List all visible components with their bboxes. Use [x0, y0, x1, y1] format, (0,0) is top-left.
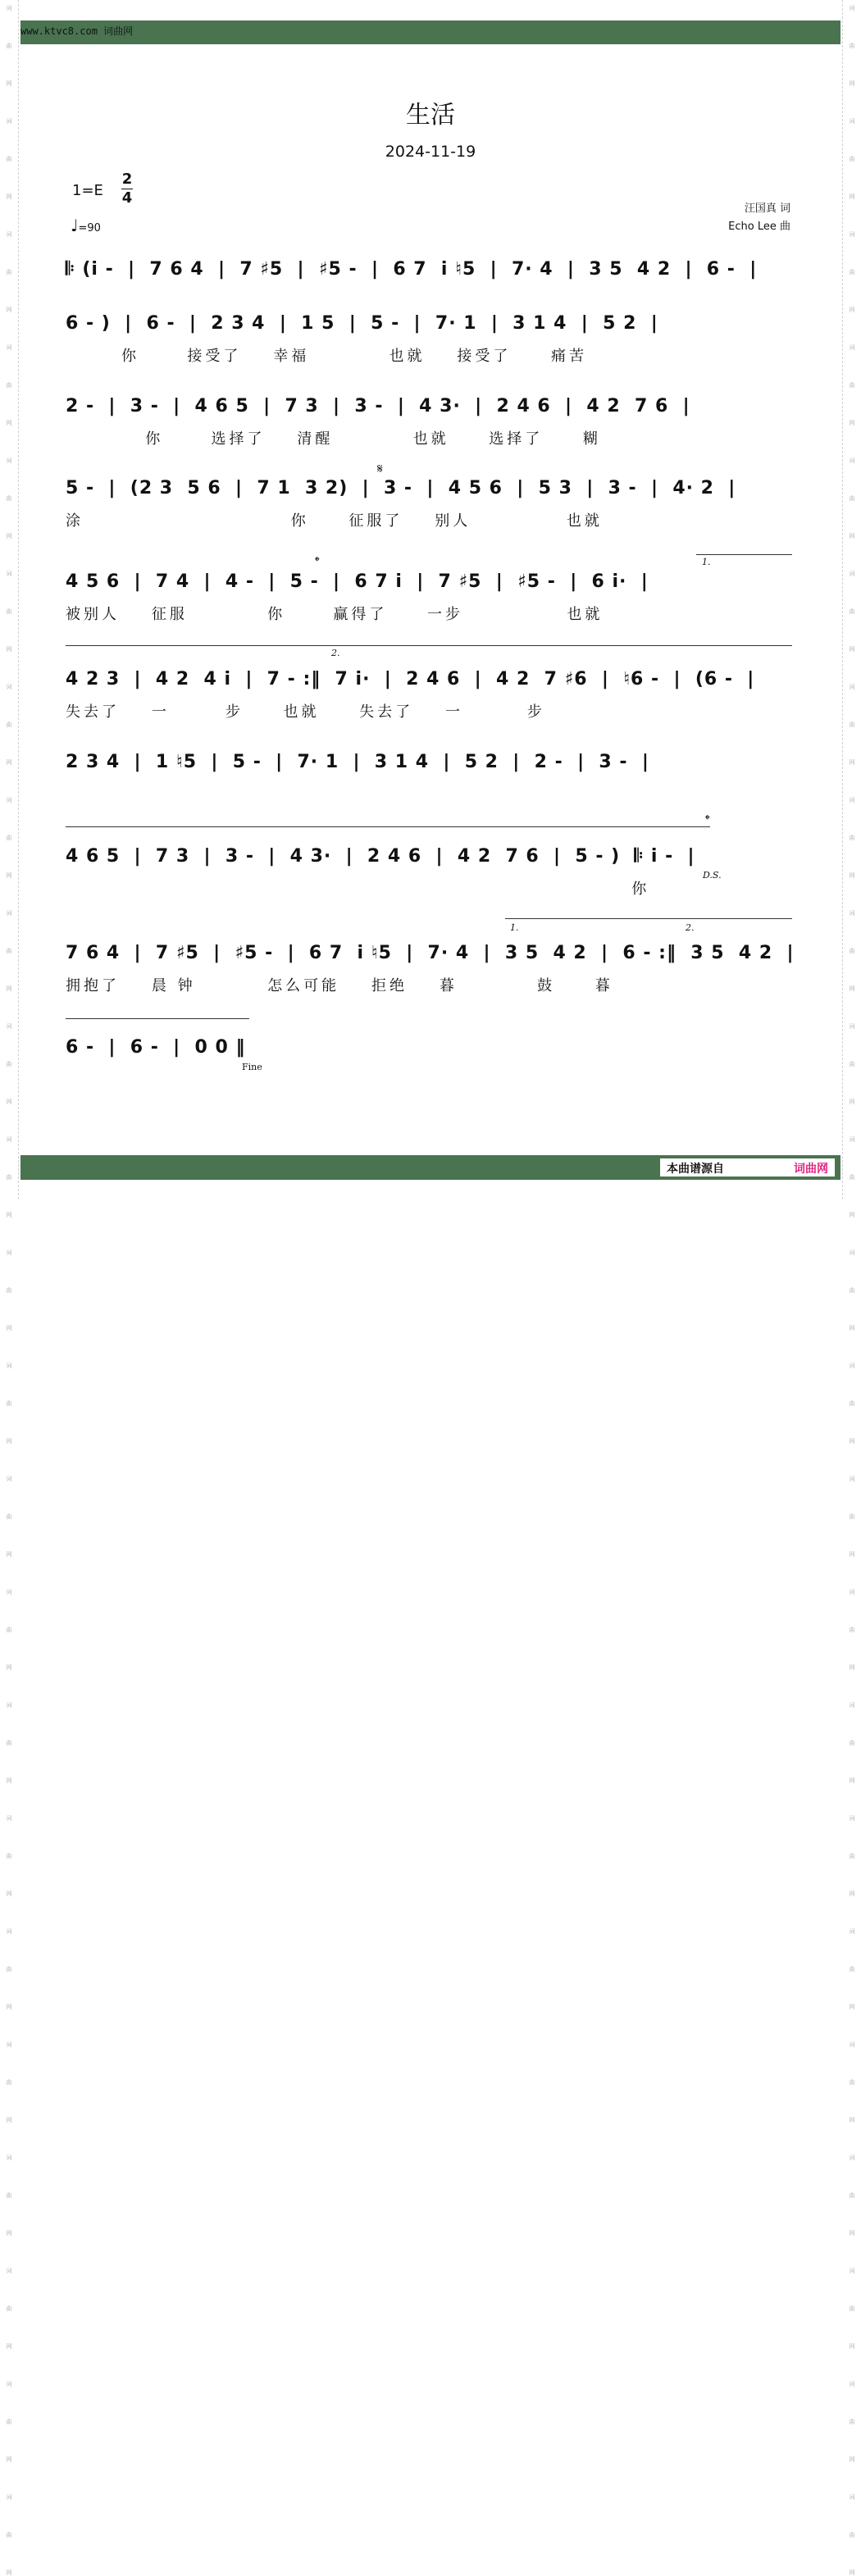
watermark-char: 词 — [849, 5, 855, 11]
watermark-char: 曲 — [849, 1740, 855, 1746]
watermark-char: 词 — [849, 344, 855, 351]
watermark-char: 网 — [849, 307, 855, 313]
watermark-char: 词 — [849, 2155, 855, 2161]
watermark-char: 词 — [6, 1928, 12, 1935]
watermark-char: 网 — [6, 2004, 12, 2010]
watermark-char: 网 — [6, 2569, 12, 2576]
watermark-char: 曲 — [6, 2079, 12, 2086]
watermark-char: 曲 — [6, 2305, 12, 2312]
watermark-char: 曲 — [849, 2305, 855, 2312]
notation-line: 5 - | (2 3 5 6 | 7 1 3 2) | 3 - | 4 5 6 | 5 3 | 3 - | 4· 2 | — [66, 478, 736, 498]
watermark-char: 词 — [6, 1249, 12, 1256]
meter-top: 2 — [121, 171, 133, 188]
lyrics-line: 失去了 一 步 也就 失去了 一 步 — [66, 703, 545, 721]
watermark-char: 词 — [6, 1363, 12, 1369]
watermark-char: 词 — [6, 2155, 12, 2161]
watermark-char: 网 — [849, 985, 855, 992]
notation-line: 7 6 4 | 7 ♯5 | ♯5 - | 6 7 i ♮5 | 7· 4 | 3 5 4 2 | 6 - :‖ 3 5 4 2 | — [66, 943, 795, 963]
watermark-char: 曲 — [849, 2079, 855, 2086]
watermark-char: 网 — [849, 759, 855, 766]
watermark-char: 曲 — [6, 721, 12, 728]
watermark-char: 词 — [849, 571, 855, 577]
lyrics-line: 涂 你 征服了 别人 也就 — [66, 512, 603, 530]
watermark-char: 曲 — [849, 1853, 855, 1859]
notation-line: 𝄆 (i - | 7 6 4 | 7 ♯5 | ♯5 - | 6 7 i ♮5 | 7· 4 | 3 5 4 2 | 6 - | — [66, 259, 758, 280]
source-label: 本曲谱源自 — [667, 1163, 724, 1176]
watermark-char: 词 — [6, 2381, 12, 2387]
watermark-char: 网 — [849, 1777, 855, 1784]
watermark-char: 曲 — [849, 2532, 855, 2538]
watermark-char: 词 — [6, 1815, 12, 1822]
watermark-char: 词 — [6, 571, 12, 577]
watermark-char: 网 — [849, 1664, 855, 1671]
watermark-char: 曲 — [6, 1513, 12, 1520]
watermark-char: 曲 — [849, 1287, 855, 1294]
watermark-char: 网 — [6, 2230, 12, 2237]
watermark-char: 曲 — [6, 835, 12, 841]
watermark-char: 网 — [6, 646, 12, 653]
watermark-char: 网 — [849, 2343, 855, 2350]
watermark-char: 词 — [849, 1023, 855, 1030]
watermark-char: 词 — [6, 2494, 12, 2501]
watermark-char: 网 — [849, 646, 855, 653]
watermark-char: 曲 — [849, 948, 855, 954]
watermark-char: 网 — [6, 307, 12, 313]
watermark-char: 网 — [849, 1551, 855, 1558]
watermark-char: 网 — [6, 533, 12, 539]
watermark-char: 曲 — [6, 382, 12, 389]
watermark-char: 词 — [849, 684, 855, 690]
watermark-char: 词 — [6, 231, 12, 238]
watermark-char: 网 — [849, 1891, 855, 1897]
watermark-char: 词 — [849, 1249, 855, 1256]
watermark-char: 网 — [6, 1664, 12, 1671]
watermark-char: 曲 — [6, 1740, 12, 1746]
watermark-char: 曲 — [6, 2419, 12, 2425]
watermark-char: 网 — [6, 2456, 12, 2463]
watermark-char: 曲 — [849, 156, 855, 162]
tempo-marking — [71, 216, 101, 235]
credits — [728, 200, 790, 236]
lyrics-line: 你 选择了 清醒 也就 选择了 糊 — [66, 430, 601, 448]
watermark-char: 曲 — [6, 1400, 12, 1407]
fine-marking: Fine — [242, 1062, 262, 1072]
ending-2-label: 2. — [686, 922, 695, 933]
watermark-char: 网 — [6, 1325, 12, 1331]
watermark-char: 网 — [6, 2343, 12, 2350]
composer: Echo Lee 曲 — [728, 221, 790, 233]
watermark-char: 词 — [6, 2041, 12, 2048]
watermark-char: 曲 — [6, 269, 12, 275]
lyricist: 汪国真 词 — [744, 203, 790, 215]
watermark-char: 词 — [849, 2041, 855, 2048]
lyrics-line: 你 接受了 幸福 也就 接受了 痛苦 — [66, 348, 587, 365]
watermark-char: 词 — [849, 2268, 855, 2274]
watermark-char: 词 — [6, 684, 12, 690]
watermark-char: 网 — [6, 759, 12, 766]
watermark-char: 网 — [6, 1099, 12, 1105]
watermark-char: 词 — [849, 1815, 855, 1822]
ending-1-label: 1. — [702, 557, 711, 567]
watermark-char: 网 — [6, 1551, 12, 1558]
watermark-char: 网 — [849, 2569, 855, 2576]
watermark-char: 曲 — [849, 1174, 855, 1181]
right-watermark-strip — [846, 0, 858, 2576]
ending-1-label: 1. — [510, 922, 519, 933]
volta-bracket — [505, 918, 792, 919]
left-watermark-strip — [3, 0, 15, 2576]
quarter-note-icon: ♩ — [71, 216, 79, 235]
watermark-char: 曲 — [6, 1627, 12, 1633]
watermark-char: 网 — [6, 1777, 12, 1784]
watermark-char: 词 — [6, 1476, 12, 1482]
watermark-char: 词 — [849, 1363, 855, 1369]
watermark-char: 曲 — [849, 1061, 855, 1067]
watermark-char: 曲 — [849, 608, 855, 615]
tempo-value: =90 — [78, 222, 101, 234]
volta-bracket — [66, 826, 710, 827]
watermark-char: 曲 — [849, 2419, 855, 2425]
watermark-char: 词 — [6, 5, 12, 11]
watermark-char: 词 — [849, 797, 855, 803]
watermark-char: 词 — [6, 2268, 12, 2274]
watermark-char: 网 — [849, 1212, 855, 1218]
watermark-char: 曲 — [6, 1061, 12, 1067]
watermark-char: 词 — [849, 1476, 855, 1482]
volta-bracket — [66, 645, 792, 646]
watermark-char: 网 — [849, 872, 855, 879]
watermark-char: 曲 — [6, 156, 12, 162]
coda-icon: 𝄌 — [705, 812, 710, 827]
watermark-char: 词 — [6, 1702, 12, 1709]
notation-line: 2 - | 3 - | 4 6 5 | 7 3 | 3 - | 4 3· | 2 4 6 | 4 2 7 6 | — [66, 396, 690, 416]
segno-icon: 𝄋 — [377, 461, 383, 476]
ending-2-label: 2. — [331, 648, 340, 658]
watermark-char: 网 — [849, 193, 855, 200]
volta-bracket — [696, 554, 792, 555]
watermark-char: 曲 — [849, 269, 855, 275]
key-signature: 1=E — [72, 182, 103, 199]
watermark-char: 曲 — [849, 2192, 855, 2199]
watermark-char: 曲 — [849, 1513, 855, 1520]
watermark-char: 词 — [849, 1136, 855, 1143]
watermark-char: 词 — [6, 457, 12, 464]
watermark-char: 词 — [6, 1136, 12, 1143]
watermark-char: 词 — [6, 344, 12, 351]
watermark-char: 词 — [849, 2381, 855, 2387]
watermark-char: 词 — [849, 1702, 855, 1709]
watermark-char: 网 — [849, 420, 855, 426]
watermark-char: 词 — [849, 457, 855, 464]
watermark-char: 曲 — [849, 835, 855, 841]
watermark-char: 网 — [6, 80, 12, 87]
lyrics-line: 被别人 征服 你 赢得了 一步 也就 — [66, 606, 604, 623]
watermark-char: 词 — [6, 118, 12, 125]
watermark-char: 网 — [6, 872, 12, 879]
lyrics-line: 拥抱了 晨 钟 怎么可能 拒绝 暮 鼓 暮 — [66, 977, 613, 994]
watermark-char: 曲 — [6, 495, 12, 502]
watermark-char: 曲 — [6, 608, 12, 615]
watermark-char: 网 — [849, 1438, 855, 1445]
watermark-char: 词 — [849, 1928, 855, 1935]
watermark-char: 词 — [849, 1589, 855, 1595]
watermark-char: 网 — [6, 985, 12, 992]
watermark-char: 曲 — [849, 495, 855, 502]
watermark-char: 曲 — [6, 948, 12, 954]
watermark-char: 网 — [849, 80, 855, 87]
watermark-char: 曲 — [849, 721, 855, 728]
coda-icon: 𝄌 — [315, 553, 320, 569]
watermark-char: 网 — [6, 420, 12, 426]
watermark-char: 曲 — [6, 2532, 12, 2538]
source-box — [660, 1158, 835, 1176]
watermark-char: 曲 — [6, 1853, 12, 1859]
watermark-char: 词 — [6, 1023, 12, 1030]
meter-bottom: 4 — [121, 189, 133, 207]
watermark-char: 词 — [6, 1589, 12, 1595]
site-url[interactable]: www.ktvc8.com 词曲网 — [20, 25, 134, 37]
watermark-char: 曲 — [849, 1400, 855, 1407]
song-date: 2024-11-19 — [385, 143, 476, 161]
watermark-char: 网 — [849, 2230, 855, 2237]
watermark-char: 词 — [849, 118, 855, 125]
watermark-char: 网 — [849, 1099, 855, 1105]
source-brand-link[interactable]: 词曲网 — [794, 1163, 828, 1176]
watermark-char: 词 — [6, 910, 12, 917]
watermark-char: 曲 — [6, 2192, 12, 2199]
watermark-char: 网 — [6, 193, 12, 200]
watermark-char: 网 — [849, 2117, 855, 2123]
watermark-char: 曲 — [849, 43, 855, 49]
watermark-char: 曲 — [6, 1287, 12, 1294]
watermark-char: 网 — [6, 1891, 12, 1897]
notation-line: 6 - | 6 - | 0 0 ‖ — [66, 1037, 246, 1058]
watermark-char: 词 — [849, 910, 855, 917]
watermark-char: 网 — [6, 1212, 12, 1218]
watermark-char: 词 — [849, 231, 855, 238]
watermark-char: 词 — [6, 797, 12, 803]
notation-line: 4 5 6 | 7 4 | 4 - | 5 - | 6 7 i | 7 ♯5 | ♯5 - | 6 i· | — [66, 571, 649, 592]
notation-line: 4 2 3 | 4 2 4 i | 7 - :‖ 7 i· | 2 4 6 | 4 2 7 ♯6 | ♮6 - | (6 - | — [66, 669, 755, 690]
notation-line: 2 3 4 | 1 ♮5 | 5 - | 7· 1 | 3 1 4 | 5 2 | 2 - | 3 - | — [66, 752, 649, 772]
watermark-char: 曲 — [6, 43, 12, 49]
header-band — [20, 20, 840, 44]
watermark-char: 曲 — [6, 1174, 12, 1181]
watermark-char: 网 — [849, 1325, 855, 1331]
volta-bracket — [66, 1018, 249, 1019]
watermark-char: 曲 — [6, 1966, 12, 1973]
song-title: 生活 — [406, 101, 455, 130]
watermark-char: 网 — [849, 533, 855, 539]
watermark-char: 曲 — [849, 1966, 855, 1973]
watermark-char: 词 — [849, 2494, 855, 2501]
ds-marking: D.S. — [703, 870, 722, 881]
watermark-char: 网 — [6, 1438, 12, 1445]
watermark-char: 网 — [849, 2004, 855, 2010]
watermark-char: 曲 — [849, 382, 855, 389]
notation-line: 4 6 5 | 7 3 | 3 - | 4 3· | 2 4 6 | 4 2 7 6 | 5 - ) 𝄆 i - | — [66, 846, 695, 867]
lyrics-line: 你 — [66, 881, 650, 898]
time-signature — [121, 172, 133, 206]
watermark-char: 网 — [6, 2117, 12, 2123]
watermark-char: 曲 — [849, 1627, 855, 1633]
notation-line: 6 - ) | 6 - | 2 3 4 | 1 5 | 5 - | 7· 1 | 3 1 4 | 5 2 | — [66, 313, 658, 334]
watermark-char: 网 — [849, 2456, 855, 2463]
